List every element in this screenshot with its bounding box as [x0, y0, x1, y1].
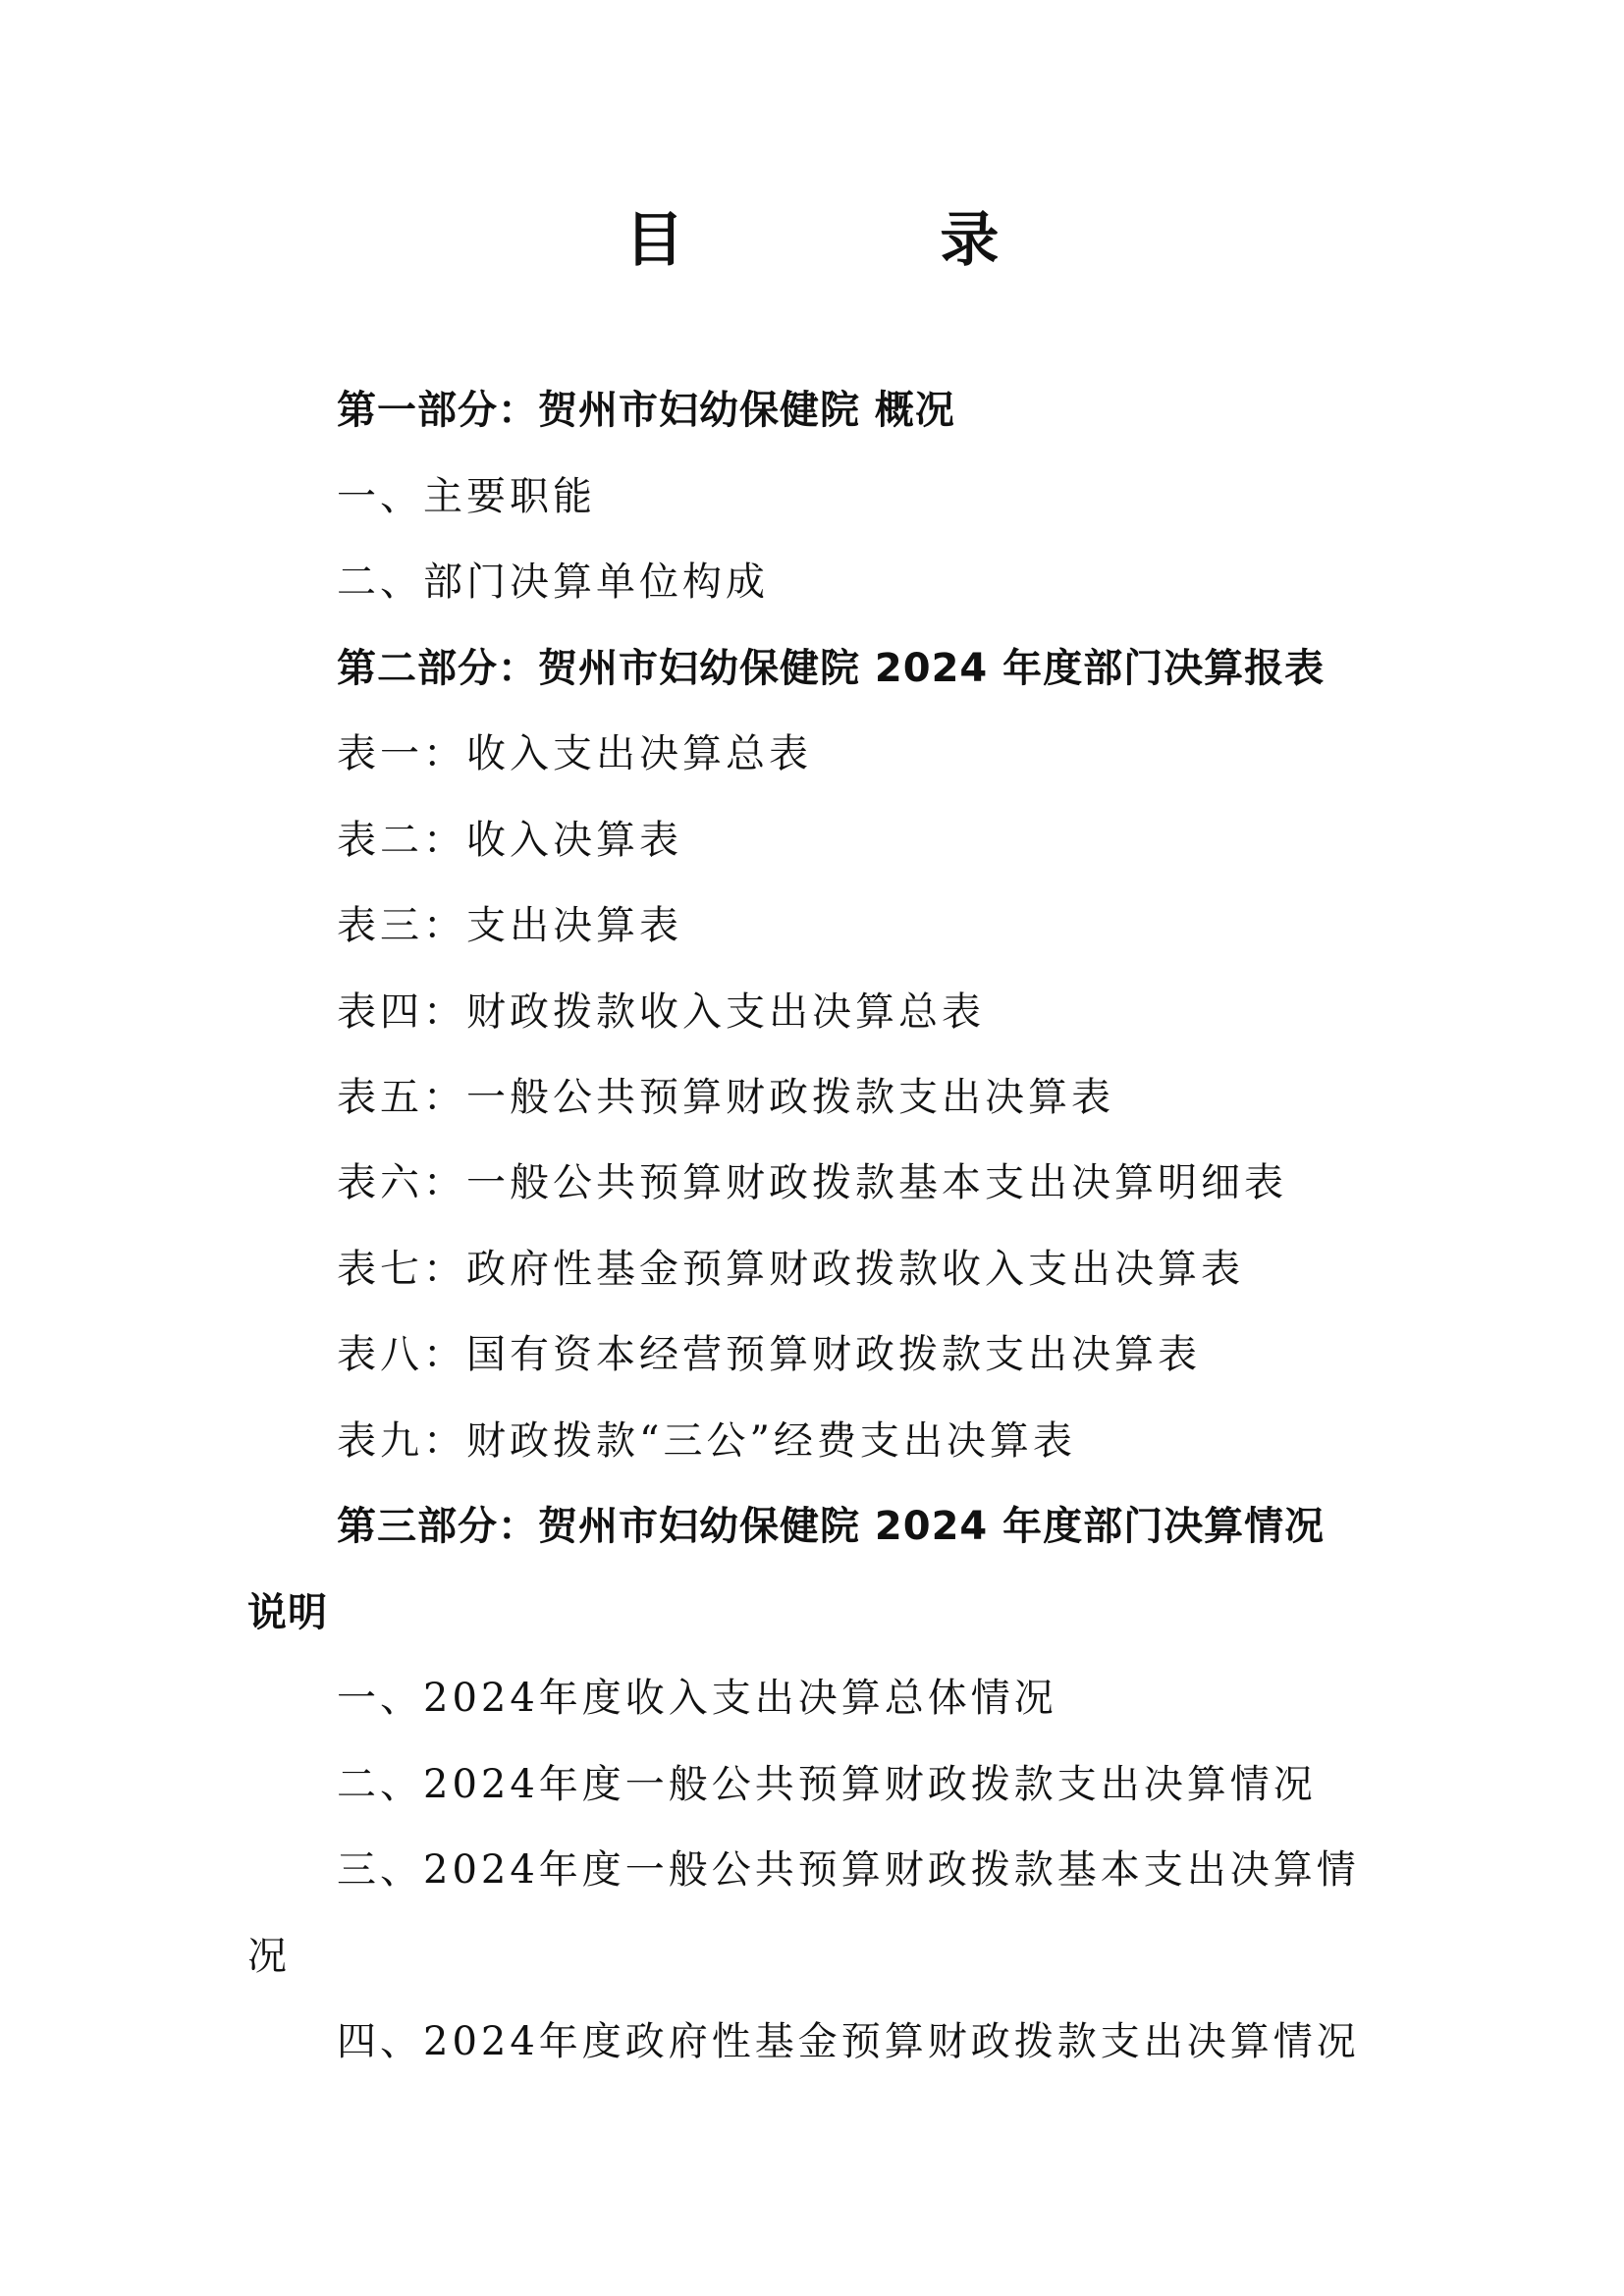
- toc-part-two: 第二部分：贺州市妇幼保健院 2024 年度部门决算报表: [337, 646, 1326, 691]
- toc-item-main-functions: 一、主要职能: [337, 474, 596, 519]
- toc-part-one: 第一部分：贺州市妇幼保健院 概况: [337, 388, 955, 433]
- toc-table-4: 表四：财政拨款收入支出决算总表: [337, 989, 985, 1035]
- toc-item-general-budget-expenditure: 二、2024年度一般公共预算财政拨款支出决算情况: [337, 1762, 1317, 1807]
- toc-table-1: 表一：收入支出决算总表: [337, 731, 812, 776]
- toc-table-7: 表七：政府性基金预算财政拨款收入支出决算表: [337, 1247, 1244, 1292]
- toc-item-basic-expenditure-continued: 况: [247, 1934, 291, 1979]
- toc-item-unit-composition: 二、部门决算单位构成: [337, 560, 769, 605]
- toc-item-basic-expenditure: 三、2024年度一般公共预算财政拨款基本支出决算情: [337, 1847, 1360, 1893]
- toc-table-6: 表六：一般公共预算财政拨款基本支出决算明细表: [337, 1160, 1287, 1205]
- toc-table-8: 表八：国有资本经营预算财政拨款支出决算表: [337, 1332, 1201, 1377]
- toc-item-government-fund-expenditure: 四、2024年度政府性基金预算财政拨款支出决算情况: [337, 2019, 1360, 2064]
- toc-part-three-continued: 说明: [247, 1590, 328, 1635]
- toc-table-5: 表五：一般公共预算财政拨款支出决算表: [337, 1075, 1114, 1120]
- toc-item-overall-revenue-expenditure: 一、2024年度收入支出决算总体情况: [337, 1676, 1057, 1721]
- toc-table-2: 表二：收入决算表: [337, 818, 682, 863]
- toc-table-3: 表三：支出决算表: [337, 903, 682, 948]
- toc-table-9: 表九：财政拨款“三公”经费支出决算表: [337, 1418, 1076, 1464]
- page-title: 目 录: [624, 206, 1117, 275]
- toc-part-three: 第三部分：贺州市妇幼保健院 2024 年度部门决算情况: [337, 1504, 1326, 1549]
